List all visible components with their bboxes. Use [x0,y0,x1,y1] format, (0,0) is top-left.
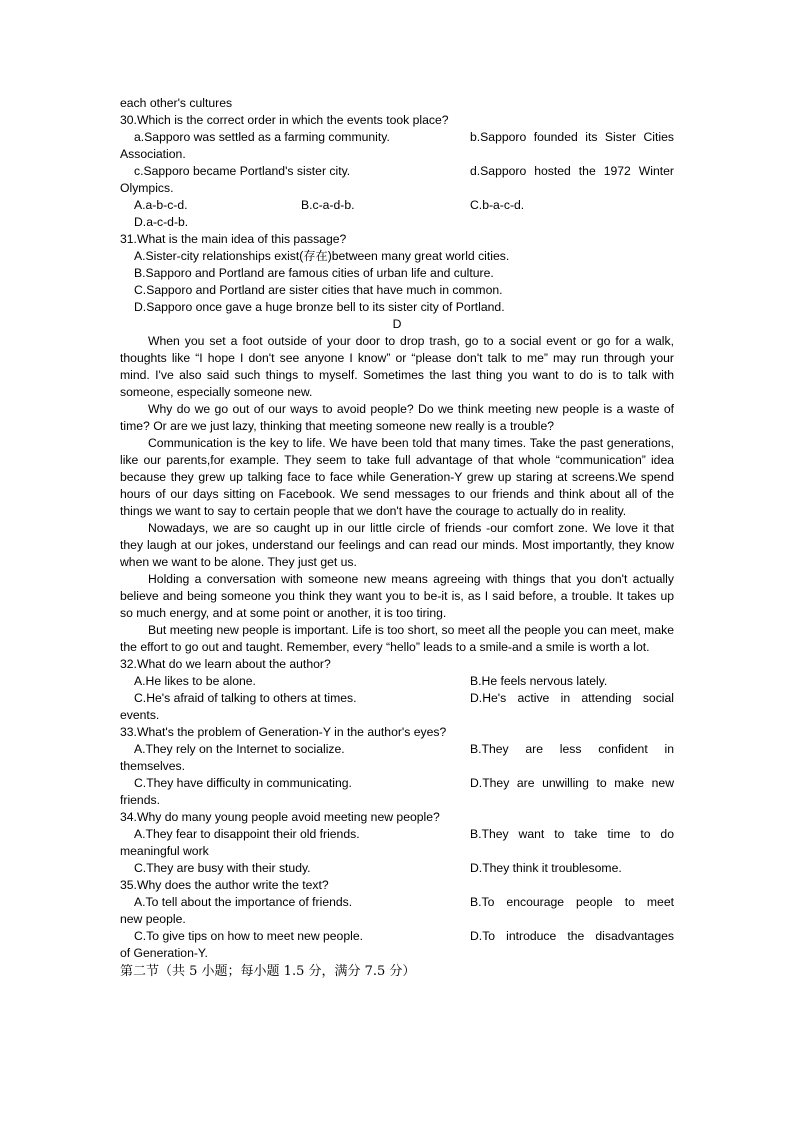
q33-option-d-wrap: friends. [120,793,160,807]
q30-event-d: d.Sapporo hosted the 1972 Winter [470,164,674,178]
q30-event-b: b.Sapporo founded its Sister Cities [470,130,674,144]
q35-option-d: D.To introduce the disadvantages [470,929,674,943]
q31-stem: 31.What is the main idea of this passage? [120,232,347,246]
question-30 [120,112,674,231]
q29-tail: each other's cultures [120,96,233,110]
q34-option-b: B.They want to take time to do [470,827,674,841]
question-32 [120,656,674,724]
q33-stem: 33.What's the problem of Generation-Y in the author's eyes? [120,725,447,739]
q30-option-d: D.a-c-d-b. [134,215,189,229]
question-33 [120,724,674,809]
q30-option-b: B.c-a-d-b. [301,198,355,212]
page-content [120,95,674,980]
q30-event-b-wrap: Association. [120,147,186,161]
q31-option-a: A.Sister-city relationships exist(存在)between many great world cities. [134,249,510,263]
question-31 [120,231,674,316]
q30-event-a: a.Sapporo was settled as a farming community. [134,130,390,144]
q30-option-a: A.a-b-c-d. [134,198,188,212]
q35-option-a: A.To tell about the importance of friends. [134,895,353,909]
q31-option-d: D.Sapporo once gave a huge bronze bell to its sister city of Portland. [134,300,505,314]
q35-option-b: B.To encourage people to meet [470,895,674,909]
q35-option-c: C.To give tips on how to meet new people. [134,929,363,943]
q31-option-c: C.Sapporo and Portland are sister cities that have much in common. [134,283,503,297]
q33-option-b-wrap: themselves. [120,759,186,773]
q30-option-c: C.b-a-c-d. [470,198,525,212]
q34-option-d: D.They think it troublesome. [470,861,622,875]
q33-option-c: C.They have difficulty in communicating. [134,776,352,790]
q32-option-c: C.He's afraid of talking to others at times. [134,691,357,705]
passage-paragraph-2: Why do we go out of our ways to avoid people? Do we think meeting new people is a waste of time? Or are we just lazy, thinking that meeting someone new really is a trouble? [120,402,674,433]
q32-option-b: B.He feels nervous lately. [470,674,608,688]
q30-event-c: c.Sapporo became Portland's sister city. [134,164,351,178]
q35-option-d-wrap: of Generation-Y. [120,946,208,960]
passage-paragraph-5: Holding a conversation with someone new means agreeing with things that you don't actually believe and being someone you think they want you to be-it is, as I said before, a trouble. It takes up so much energy, and at some point or another, it is too tiring. [120,572,674,620]
q33-option-b: B.They are less confident in [470,742,674,756]
q33-option-a: A.They rely on the Internet to socialize. [134,742,345,756]
question-34 [120,809,674,877]
q30-event-d-wrap: Olympics. [120,181,174,195]
q31-option-b: B.Sapporo and Portland are famous cities of urban life and culture. [134,266,494,280]
passage-paragraph-3: Communication is the key to life. We have been told that many times. Take the past generations, like our parents,for example. They seem to take full advantage of that whole “communication” idea because they grew up talking face to face while Generation-Y grew up staring at screens.We spend hours of our days sitting on Facebook. We send messages to our friends and think about all of the things we want to say to certain people that we don't have the courage to actually do in reality. [120,436,674,518]
passage-paragraph-6: But meeting new people is important. Life is too short, so meet all the people you can meet, make the effort to go out and taught. Remember, every “hello” leads to a smile-and a smile is worth a lot. [120,623,674,654]
q35-stem: 35.Why does the author write the text? [120,878,329,892]
passage-paragraph-1: When you set a foot outside of your door to drop trash, go to a social event or go for a walk, thoughts like “I hope I don't see anyone I know” or “please don't talk to me” may run through your mind. I've also said such things to myself. Sometimes the last thing you want to do is to talk with someone, especially someone new. [120,334,674,399]
q32-option-d-wrap: events. [120,708,160,722]
q34-option-a: A.They fear to disappoint their old friends. [134,827,360,841]
q32-option-d: D.He's active in attending social [470,691,674,705]
q33-option-d: D.They are unwilling to make new [470,776,674,790]
section-footer: 第二节（共 5 小题；每小题 1.5 分，满分 7.5 分） [120,964,416,979]
q32-stem: 32.What do we learn about the author? [120,657,331,671]
q35-option-b-wrap: new people. [120,912,186,926]
question-35 [120,877,674,962]
q34-stem: 34.Why do many young people avoid meeting new people? [120,810,440,824]
q34-option-c: C.They are busy with their study. [134,861,311,875]
passage-paragraph-4: Nowadays, we are so caught up in our little circle of friends -our comfort zone. We love it that they laugh at our jokes, understand our feelings and can read our minds. Most importantly, they know when we want to be alone. They just get us. [120,521,674,569]
passage-d [120,333,674,656]
q30-stem: 30.Which is the correct order in which the events took place? [120,113,449,127]
q32-option-a: A.He likes to be alone. [134,674,256,688]
q34-option-b-wrap: meaningful work [120,844,209,858]
section-label: D [392,317,402,331]
